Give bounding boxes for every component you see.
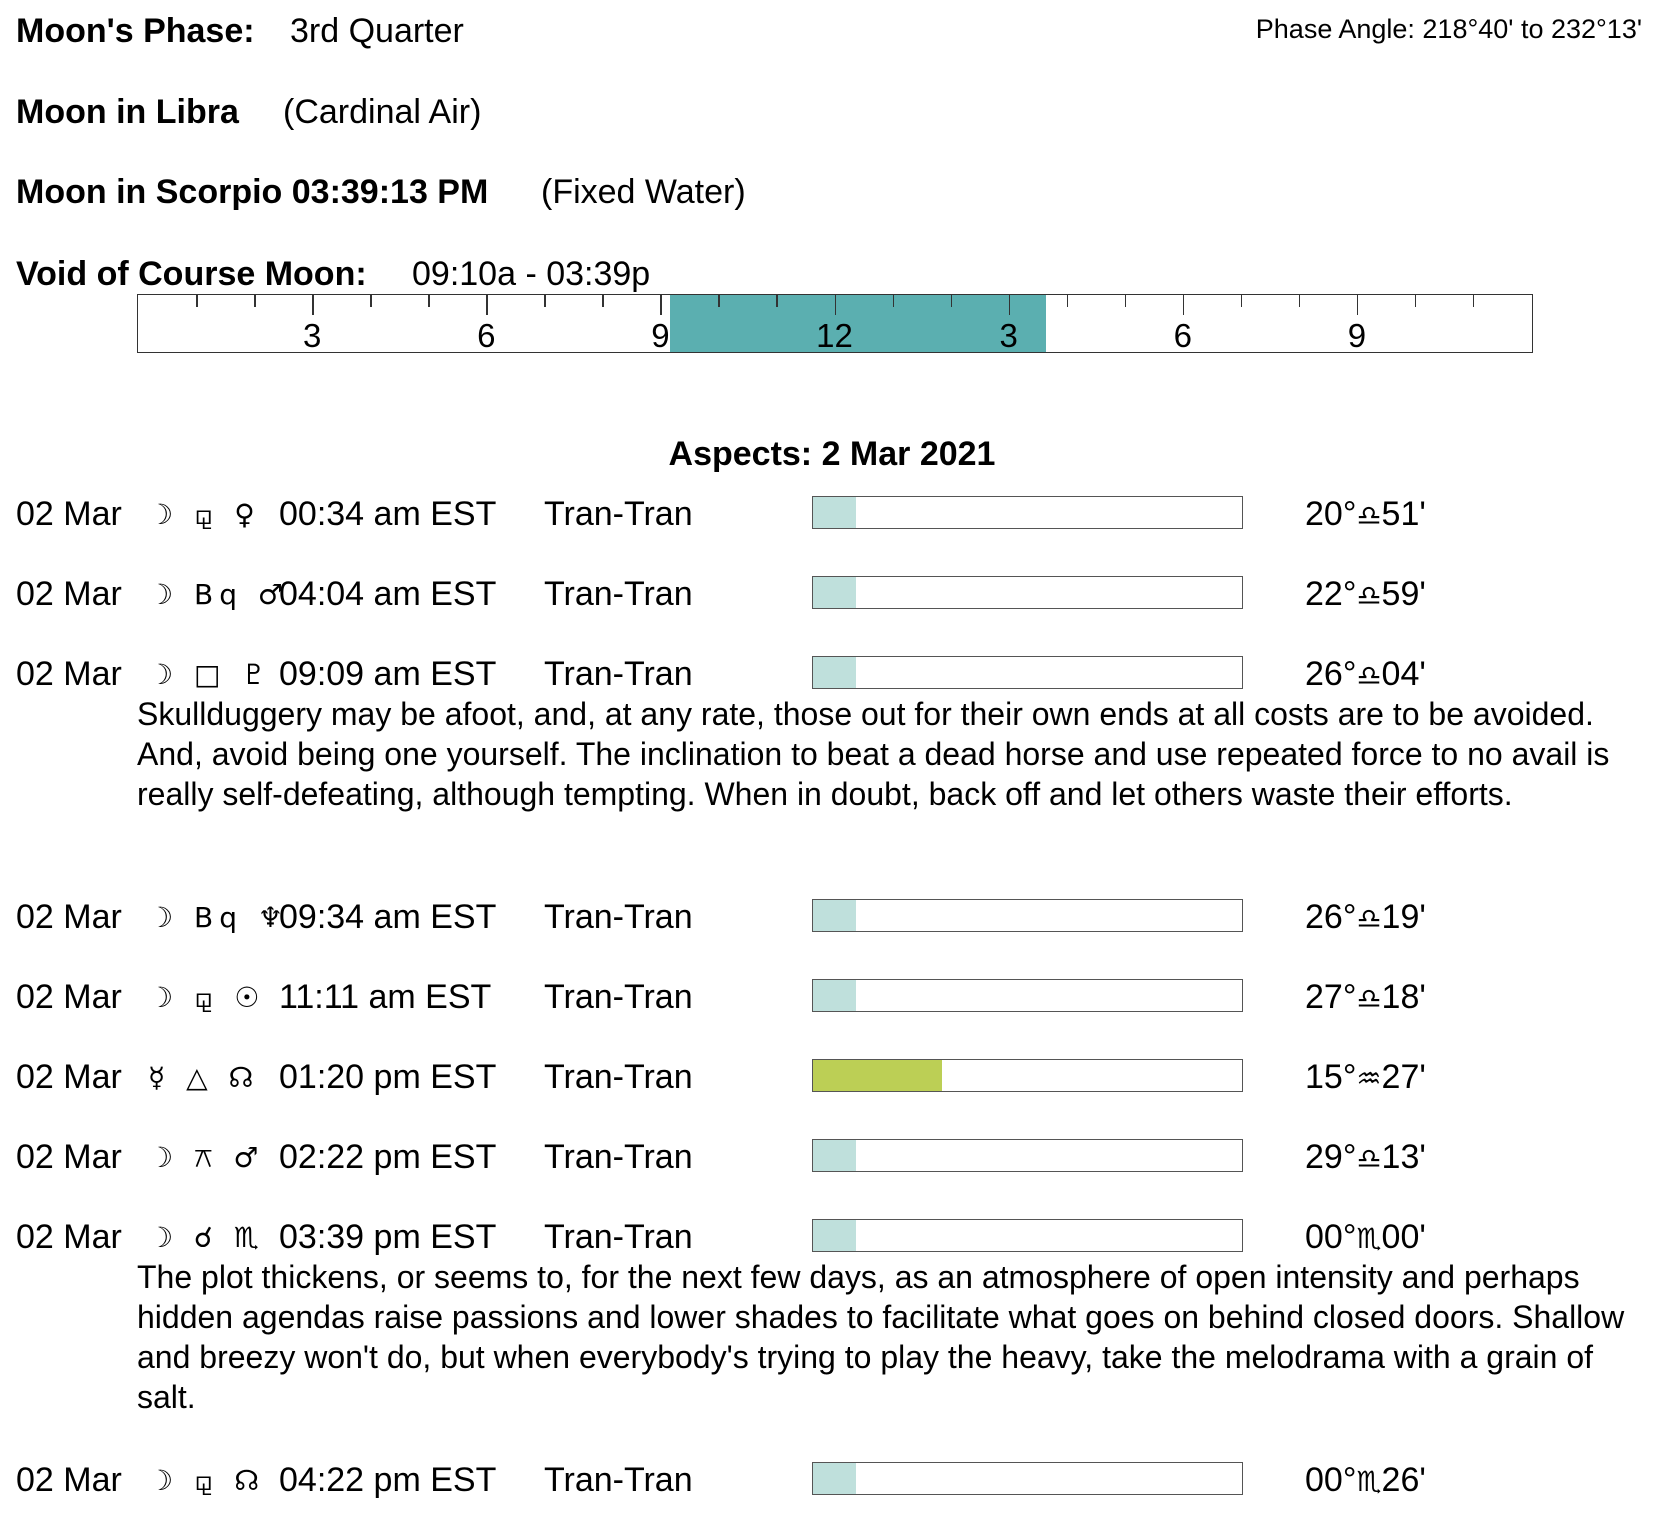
timeline-tick: [1473, 295, 1475, 307]
aspect-date: 02 Mar: [16, 1218, 122, 1256]
aspect-position-degree: 27°: [1305, 978, 1357, 1016]
aspect-glyphs-icon: ☽ Bq ♂: [148, 578, 289, 611]
aspect-glyphs-icon: ☽ Bq ♆: [148, 901, 289, 934]
phase-angle: Phase Angle: 218°40' to 232°13': [1255, 14, 1642, 44]
moon-ingress-label: Moon in Scorpio 03:39:13 PM: [16, 173, 489, 211]
moon-sign-quality: (Cardinal Air): [283, 93, 482, 131]
aspect-strength-bar: [812, 899, 1243, 932]
timeline-tick: [660, 295, 662, 315]
aspect-row: [0, 978, 1664, 1018]
aspect-date: 02 Mar: [16, 1058, 122, 1096]
aspect-glyphs-icon: ☽ ⚻ ♂: [148, 1141, 265, 1174]
aspect-strength-fill: [813, 577, 856, 608]
timeline-tick: [1299, 295, 1301, 307]
aspect-description: Skullduggery may be afoot, and, at any rate, those out for their own ends at all costs are to be avoided. And, avoid being one yourself. The inclination to beat a dead horse and use repeated force to no avail is really self-defeating, although tempting. When in doubt, back off and let others waste their efforts.: [137, 696, 1610, 812]
aspect-description: The plot thickens, or seems to, for the next few days, as an atmosphere of open intensity and perhaps hidden agendas raise passions and lower shades to facilitate what goes on behind closed doors. Shallow and breezy won't do, but when everybody's trying to play the heavy, take the melodrama with a grain of salt.: [137, 1259, 1625, 1415]
aspect-date: 02 Mar: [16, 1461, 122, 1499]
voc-label: Void of Course Moon:: [16, 255, 367, 293]
voc-range-fill: [670, 295, 1046, 352]
aspect-kind: Tran-Tran: [544, 1461, 693, 1499]
aspect-date: 02 Mar: [16, 655, 122, 693]
aspect-position: [1305, 1461, 1426, 1500]
aspect-row: [0, 1461, 1664, 1501]
timeline-hour-label: 6: [1173, 317, 1192, 354]
aspect-glyphs-icon: ☽ ☌ ♏: [148, 1221, 265, 1254]
moon-ingress-quality: (Fixed Water): [541, 173, 746, 211]
aspect-position: [1305, 1138, 1426, 1177]
aspect-time: 01:20 pm EST: [279, 1058, 497, 1096]
timeline-hour-label: 9: [1347, 317, 1367, 354]
aspect-position-degree: 22°: [1305, 575, 1357, 613]
aspect-strength-bar: [812, 1462, 1243, 1495]
aspect-position-degree: 29°: [1305, 1138, 1357, 1176]
timeline-tick: [1415, 295, 1417, 307]
zodiac-sign-icon: ♎: [1356, 1142, 1382, 1175]
aspect-time: 11:11 am EST: [279, 978, 492, 1016]
timeline-hour-label: 3: [999, 317, 1018, 354]
aspect-glyphs-icon: ☽ □ ♇: [148, 658, 273, 691]
aspect-date: 02 Mar: [16, 898, 122, 936]
aspect-strength-bar: [812, 1139, 1243, 1172]
aspects-title: Aspects: 2 Mar 2021: [668, 435, 996, 473]
aspect-position-degree: 26°: [1305, 655, 1357, 693]
timeline-tick: [893, 295, 895, 307]
aspect-row: [0, 1138, 1664, 1178]
moon-phase-value: 3rd Quarter: [290, 12, 464, 50]
aspect-row: [0, 1058, 1664, 1098]
moon-phase-label: Moon's Phase:: [16, 12, 255, 50]
zodiac-sign-icon: ♒: [1356, 1062, 1382, 1095]
zodiac-sign-icon: ♎: [1356, 902, 1382, 935]
aspect-time: 00:34 am EST: [279, 495, 497, 533]
voc-timeline: [137, 294, 1533, 353]
aspect-time: 03:39 pm EST: [279, 1218, 497, 1256]
aspect-position-minute: 13': [1381, 1138, 1426, 1176]
timeline-tick: [602, 295, 604, 307]
aspect-kind: Tran-Tran: [544, 1218, 693, 1256]
aspect-position-minute: 18': [1381, 978, 1426, 1016]
aspect-date: 02 Mar: [16, 978, 122, 1016]
timeline-tick: [1009, 295, 1011, 315]
timeline-tick: [486, 295, 488, 315]
timeline-tick: [835, 295, 837, 315]
aspect-position-degree: 15°: [1305, 1058, 1357, 1096]
aspect-time: 04:04 am EST: [279, 575, 497, 613]
aspect-strength-fill: [813, 900, 856, 931]
timeline-hour-label: 12: [816, 317, 853, 354]
timeline-tick: [254, 295, 256, 307]
zodiac-sign-icon: ♎: [1356, 659, 1382, 692]
zodiac-sign-icon: ♏: [1356, 1465, 1382, 1498]
zodiac-sign-icon: ♎: [1356, 982, 1382, 1015]
aspect-glyphs-icon: ☽ ⚼ ☉: [148, 981, 266, 1014]
aspect-strength-fill: [813, 1463, 856, 1494]
aspect-strength-bar: [812, 496, 1243, 529]
aspect-kind: Tran-Tran: [544, 1138, 693, 1176]
aspect-position-minute: 00': [1381, 1218, 1426, 1256]
timeline-tick: [1357, 295, 1359, 315]
aspect-glyphs-icon: ☽ ⚼ ☊: [148, 1464, 266, 1497]
aspect-position: [1305, 575, 1426, 614]
aspect-position-minute: 04': [1381, 655, 1426, 693]
aspect-row: [0, 495, 1664, 535]
timeline-tick: [951, 295, 953, 307]
aspect-strength-fill: [813, 1220, 856, 1251]
aspect-date: 02 Mar: [16, 495, 122, 533]
aspect-strength-bar: [812, 1059, 1243, 1092]
aspect-strength-fill: [813, 1140, 856, 1171]
aspect-row: [0, 1218, 1664, 1258]
aspect-kind: Tran-Tran: [544, 655, 693, 693]
aspect-position-degree: 26°: [1305, 898, 1357, 936]
aspect-position: [1305, 898, 1426, 937]
aspect-position-degree: 00°: [1305, 1218, 1357, 1256]
aspect-row: [0, 575, 1664, 615]
aspect-date: 02 Mar: [16, 575, 122, 613]
aspect-kind: Tran-Tran: [544, 978, 693, 1016]
aspect-position-minute: 26': [1381, 1461, 1426, 1499]
aspect-time: 02:22 pm EST: [279, 1138, 497, 1176]
aspect-time: 09:09 am EST: [279, 655, 497, 693]
aspect-glyphs-icon: ☽ ⚼ ♀: [148, 498, 261, 531]
aspect-position: [1305, 1218, 1426, 1257]
aspect-position: [1305, 655, 1426, 694]
aspect-time: 09:34 am EST: [279, 898, 497, 936]
aspect-kind: Tran-Tran: [544, 495, 693, 533]
moon-sign-label: Moon in Libra: [16, 93, 239, 131]
aspect-strength-bar: [812, 576, 1243, 609]
timeline-tick: [370, 295, 372, 307]
aspect-strength-bar: [812, 656, 1243, 689]
aspect-position-degree: 20°: [1305, 495, 1357, 533]
timeline-tick: [718, 295, 720, 307]
timeline-tick: [1125, 295, 1127, 307]
aspect-time: 04:22 pm EST: [279, 1461, 497, 1499]
voc-value: 09:10a - 03:39p: [412, 255, 651, 293]
aspect-strength-bar: [812, 979, 1243, 1012]
aspect-glyphs-icon: ☿ △ ☊: [148, 1061, 260, 1094]
aspect-strength-fill: [813, 497, 856, 528]
aspect-position-minute: 51': [1381, 495, 1426, 533]
aspect-kind: Tran-Tran: [544, 575, 693, 613]
timeline-tick: [428, 295, 430, 307]
aspect-strength-bar: [812, 1219, 1243, 1252]
timeline-hour-label: 9: [651, 317, 670, 354]
timeline-tick: [312, 295, 314, 315]
timeline-hour-label: 6: [477, 317, 496, 354]
aspect-position-minute: 59': [1381, 575, 1426, 613]
aspect-position-minute: 19': [1381, 898, 1426, 936]
timeline-tick: [1183, 295, 1185, 315]
aspect-strength-fill: [813, 657, 856, 688]
timeline-tick: [196, 295, 198, 307]
zodiac-sign-icon: ♎: [1356, 579, 1382, 612]
timeline-tick: [1241, 295, 1243, 307]
zodiac-sign-icon: ♎: [1356, 499, 1382, 532]
aspect-position: [1305, 978, 1426, 1017]
timeline-hour-label: 3: [302, 317, 322, 354]
aspect-kind: Tran-Tran: [544, 1058, 693, 1096]
aspect-kind: Tran-Tran: [544, 898, 693, 936]
aspect-position-degree: 00°: [1305, 1461, 1357, 1499]
aspect-strength-fill: [813, 1060, 942, 1091]
timeline-tick: [776, 295, 778, 307]
timeline-tick: [544, 295, 546, 307]
aspect-row: [0, 898, 1664, 938]
aspect-date: 02 Mar: [16, 1138, 122, 1176]
aspect-position-minute: 27': [1381, 1058, 1426, 1096]
timeline-tick: [1067, 295, 1069, 307]
aspect-position: [1305, 1058, 1426, 1097]
aspect-strength-fill: [813, 980, 856, 1011]
zodiac-sign-icon: ♏: [1356, 1222, 1382, 1255]
aspect-position: [1305, 495, 1426, 534]
aspect-row: [0, 655, 1664, 695]
